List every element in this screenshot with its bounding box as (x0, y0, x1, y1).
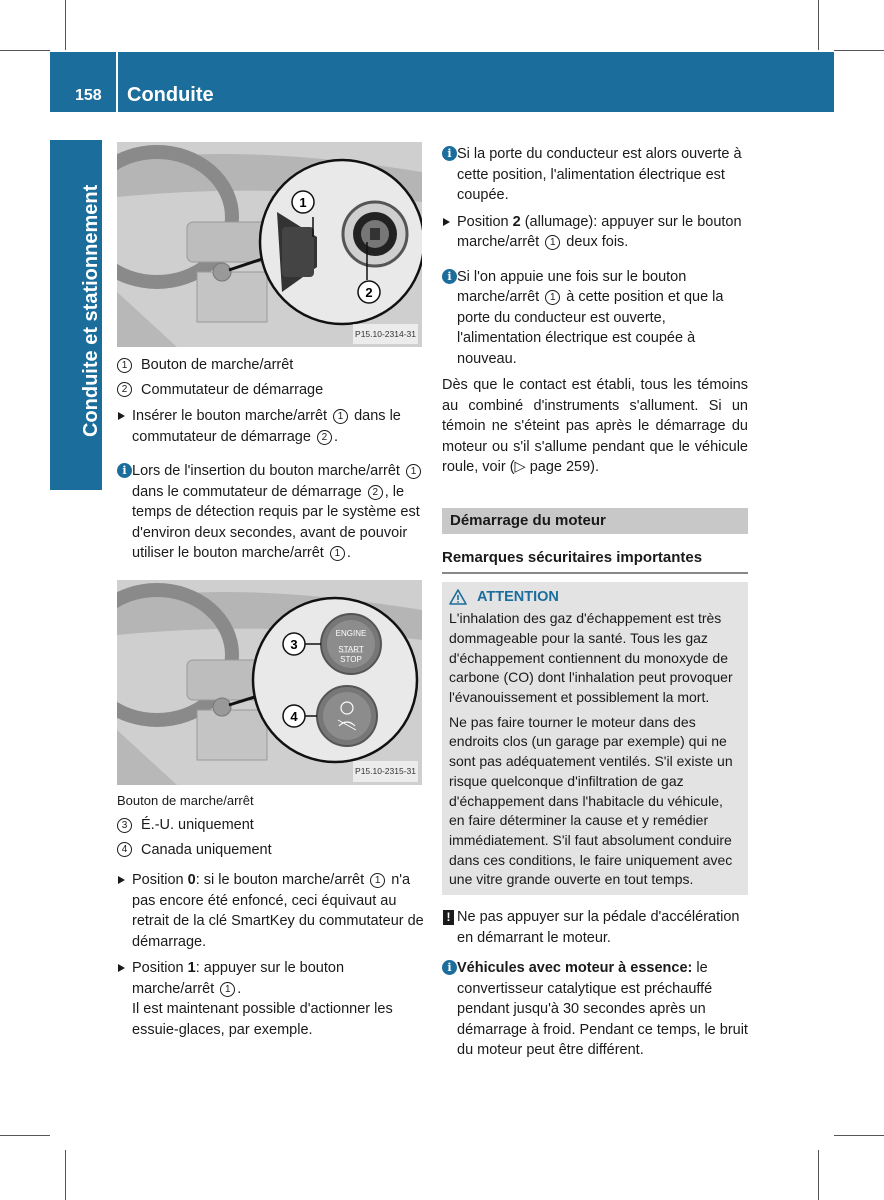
crop-mark (0, 1135, 50, 1136)
crop-mark (834, 50, 884, 51)
legend-item (117, 380, 424, 401)
text: Si la porte du conducteur est alors ouverte à cette position, l'alimentation électrique est coupée. (457, 146, 742, 203)
ref-number: 1 (406, 464, 421, 479)
info-icon: i (442, 146, 457, 161)
text: : si le bouton marche/arrêt (195, 872, 369, 888)
figure-start-stop-button (117, 580, 422, 785)
warning-box (442, 582, 748, 896)
legend-text: É.-U. uniquement (141, 817, 254, 833)
legend-number: 4 (117, 842, 132, 857)
text: dans le commutateur de démarrage (132, 408, 401, 445)
warning-triangle-icon (449, 589, 467, 605)
position-number: 2 (512, 213, 521, 230)
info-icon: i (117, 463, 132, 478)
text: , le temps de détection requis par le système est d'environ deux secondes, avant de pouvoir utiliser le bouton marche/arrêt (132, 483, 420, 561)
text: à cette position et que la porte du conducteur est ouverte, l'alimentation électrique est coupée à nouveau. (457, 289, 724, 367)
ref-number: 1 (220, 982, 235, 997)
text: deux fois. (562, 234, 629, 250)
crop-mark (818, 0, 819, 50)
section-heading: Démarrage du moteur (442, 508, 748, 535)
crop-mark (834, 1135, 884, 1136)
ref-number: 1 (545, 290, 560, 305)
stop-label: STOP (340, 654, 362, 664)
step-extra: Il est maintenant possible d'actionner les essuie-glaces, par exemple. (132, 1001, 393, 1038)
legend-text: Bouton de marche/arrêt (141, 357, 294, 373)
text: dans le commutateur de démarrage (132, 483, 366, 500)
start-label: START (338, 644, 364, 654)
figure-code: P15.10-2314-31 (353, 324, 418, 345)
callout-3: 3 (290, 636, 298, 652)
warning-title: ATTENTION (477, 588, 559, 605)
text: : appuyer sur le bouton marche/arrêt (132, 960, 345, 997)
callout-4: 4 (290, 708, 298, 724)
info-note-door (442, 144, 748, 206)
crop-mark (65, 0, 66, 50)
text: . (237, 980, 242, 997)
callout-1: 1 (299, 195, 307, 210)
ref-number: 2 (317, 430, 332, 445)
legend-item (117, 815, 424, 836)
ref-number: 1 (545, 235, 560, 250)
dashboard-illustration (117, 142, 422, 347)
text: Position (457, 213, 513, 230)
info-icon: i (442, 269, 457, 284)
ref-number: 1 (330, 546, 345, 561)
ref-number: 2 (368, 485, 383, 500)
text: Ne pas appuyer sur la pédale d'accélération en démarrant le moteur. (457, 909, 740, 946)
legend-number: 2 (117, 382, 132, 397)
callout-2: 2 (365, 285, 373, 300)
step-position-1 (117, 958, 424, 1040)
legend-item (117, 355, 424, 376)
page-number: 158 (75, 87, 102, 104)
text: (allumage): appuyer sur le bouton marche/arrêt (457, 213, 742, 250)
legend-number: 3 (117, 818, 132, 833)
position-number: 0 (187, 872, 196, 888)
header-separator (116, 52, 118, 112)
text: Lors de l'insertion du bouton marche/arrêt (132, 463, 404, 479)
step-position-0 (117, 870, 424, 952)
paragraph-contact: Dès que le contact est établi, tous les témoins au combiné d'instruments s'allument. Si un témoin ne s'éteint pas après le démarrage du moteur ou s'il s'allume pendant que le véhicule roule, voir (▷ page 259). (442, 377, 748, 475)
text: n'a pas encore été enfoncé, ceci équivaut au retrait de la clé SmartKey du commutateur de démarrage. (132, 872, 424, 950)
info-note-insert (117, 461, 424, 564)
position-number: 1 (187, 960, 196, 976)
info-note-petrol (442, 958, 748, 1061)
crop-mark (818, 1150, 819, 1200)
figure-ignition-switch (117, 142, 422, 347)
text: Si l'on appuie une fois sur le bouton marche/arrêt (457, 268, 687, 305)
caution-note-pedal (442, 907, 748, 948)
side-tab-label: Conduite et stationnement (80, 184, 102, 437)
figure-caption: Bouton de marche/arrêt (117, 792, 254, 808)
legend-text: Canada uniquement (141, 841, 272, 858)
left-column (117, 142, 424, 1040)
text: Position (132, 872, 188, 888)
bold-lead: Véhicules avec moteur à essence: (457, 960, 693, 977)
warning-text: L'inhalation des gaz d'échappement est très dommageable pour la santé. Tous les gaz d'échappement contiennent du monoxyde de carbone (CO) dont l'inhalation peut provoquer l'évanouissement et possiblement la mort. (449, 610, 733, 706)
ref-number: 1 (370, 873, 385, 888)
step-insert (117, 406, 424, 447)
legend-text: Commutateur de démarrage (141, 381, 324, 398)
crop-mark (0, 50, 50, 51)
crop-mark (65, 1150, 66, 1200)
legend-list (117, 815, 424, 860)
exclamation-icon: ! (443, 910, 454, 925)
text: Position (132, 960, 188, 976)
warning-header (449, 588, 741, 608)
warning-text: Ne pas faire tourner le moteur dans des endroits clos (un garage par exemple) qui ne sont pas adéquatement ventilés. S'il existe un risque quelconque d'infiltration de gaz d'échappement dans l'habitacle du véhicule, en faire déterminer la cause et y remédier immédiatement. S'il faut absolument conduire dans ces conditions, le faire uniquement avec une vitre grande ouverte en tout temps. (449, 713, 733, 888)
subsection-heading: Remarques sécuritaires importantes (442, 548, 748, 574)
info-icon: i (442, 960, 457, 975)
engine-label: ENGINE (335, 628, 367, 638)
text: . (333, 428, 338, 445)
text: Insérer le bouton marche/arrêt (132, 408, 332, 424)
dashboard-illustration (117, 580, 422, 785)
text: . (346, 545, 351, 561)
page-title: Conduite (127, 84, 214, 106)
text: le convertisseur catalytique est préchauffé pendant jusqu'à 30 secondes après un démarrage à froid. Pendant ce temps, le bruit du moteur peut être différent. (457, 960, 748, 1059)
ref-number: 1 (333, 409, 348, 424)
right-column (442, 142, 748, 1061)
legend-number: 1 (117, 358, 132, 373)
info-note-once (442, 267, 748, 370)
figure-code: P15.10-2315-31 (353, 761, 418, 782)
legend-item (117, 840, 424, 861)
step-position-2 (442, 212, 748, 253)
legend-list (117, 355, 424, 400)
